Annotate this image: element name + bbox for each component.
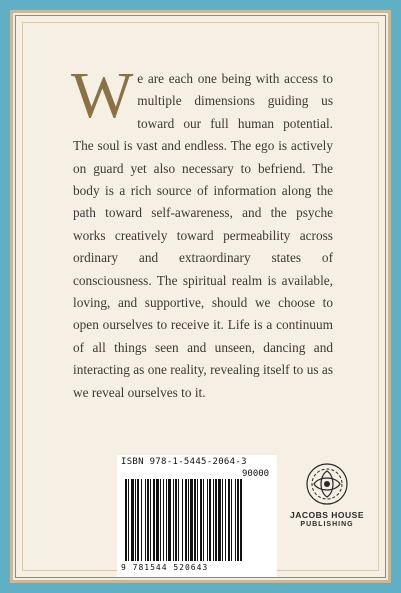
barcode-bar (135, 479, 136, 561)
publisher-name: JACOBS HOUSE (289, 510, 364, 520)
barcode-bar (190, 479, 193, 561)
barcode-bar (218, 479, 221, 561)
barcode-bar (160, 479, 161, 561)
barcode-bar (150, 479, 151, 561)
barcode-bar (178, 479, 179, 561)
barcode-bar (203, 479, 204, 561)
barcode-bar (215, 479, 217, 561)
barcode-bar (225, 479, 226, 561)
publisher-sub: PUBLISHING (300, 521, 354, 528)
barcode-bar (222, 479, 223, 561)
barcode-bar (125, 479, 127, 561)
barcode-bar (194, 479, 196, 561)
barcode-bar (182, 479, 183, 561)
barcode-bar (228, 479, 230, 561)
barcode-bar (153, 479, 155, 561)
price-code: 90000 (242, 469, 270, 479)
barcode-bar (235, 479, 236, 561)
barcode-bar (197, 479, 198, 561)
barcode-bar (137, 479, 139, 561)
barcode-bar (231, 479, 232, 561)
barcode-bar (163, 479, 164, 561)
barcode-bar (166, 479, 167, 561)
barcode-bar (131, 479, 134, 561)
barcode-bar (141, 479, 142, 561)
barcode-bar (145, 479, 146, 561)
back-cover-paragraph: e are each one being with access to multiple dimensions guiding us toward our full human potential. The soul is vast and endless. The ego is actively on guard yet also necessary to befriend. The body is a rich source of information along the path toward self-awareness, and the psyche works creatively toward permeability across ordinary and extraordinary states of consciousness. The spiritual realm is available, loving, and supportive, should we choose to open ourselves to receive it. Life is a continuum of all things seen and unseen, dancing and interacting as one reality, revealing itself to us as we reveal ourselves to it. (73, 71, 333, 400)
ean-digits: 9 781544 520643 (121, 563, 209, 572)
isbn-barcode-block (117, 455, 277, 577)
barcode-bar (147, 479, 149, 561)
barcode-bar (156, 479, 159, 561)
barcode-bar (207, 479, 208, 561)
barcode-bar (213, 479, 214, 561)
back-cover-text (71, 59, 333, 404)
barcode-bar (237, 479, 239, 561)
barcode-bar (188, 479, 189, 561)
barcode-bar (200, 479, 202, 561)
barcode-bars (125, 479, 271, 561)
barcode-bar (128, 479, 129, 561)
barcode-bar (240, 479, 242, 561)
barcode-bar (209, 479, 211, 561)
barcode-bar (173, 479, 174, 561)
barcode-bar (185, 479, 187, 561)
drop-cap: W (71, 59, 134, 132)
barcode-bar (168, 479, 171, 561)
barcode-bar (175, 479, 177, 561)
isbn-label: ISBN 978-1-5445-2064-3 (121, 457, 247, 467)
publisher-block (287, 462, 367, 528)
knot-emblem-icon (305, 462, 349, 506)
